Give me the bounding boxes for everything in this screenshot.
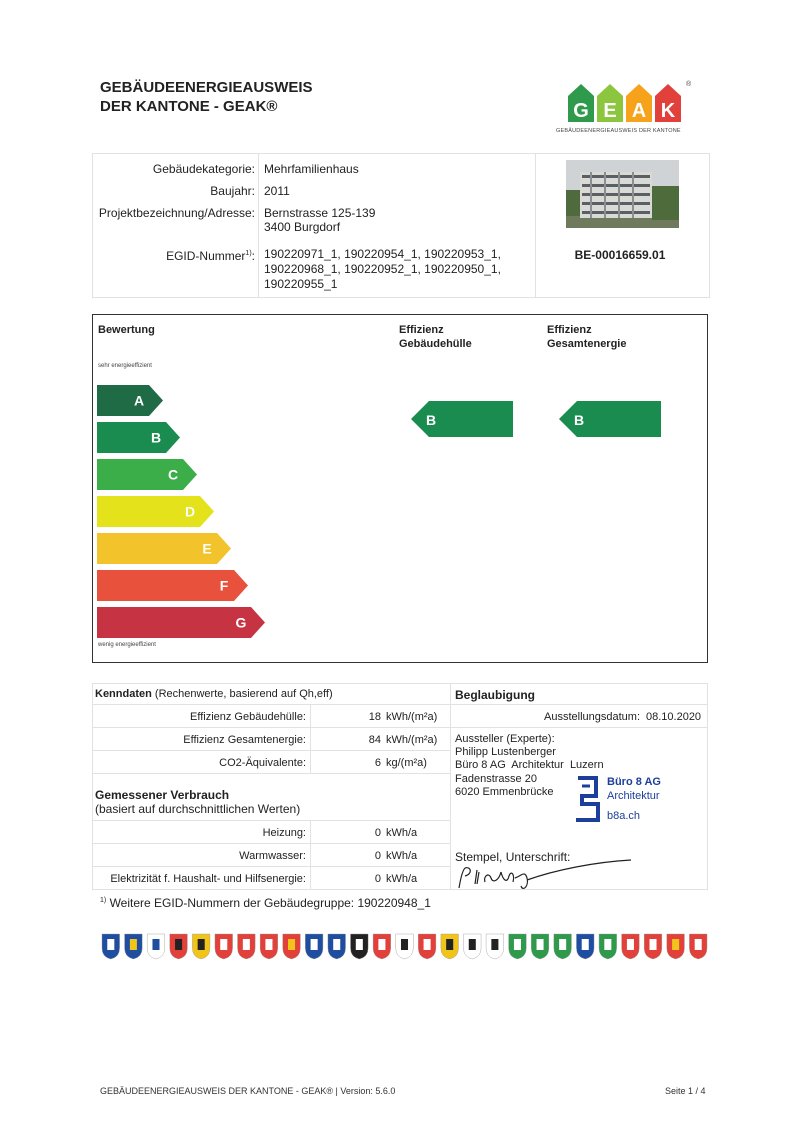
rating-panel xyxy=(92,314,708,663)
expert-company: Büro 8 AG Architektur Luzern xyxy=(455,759,604,771)
canton-shield xyxy=(644,934,662,959)
measured-row-3-unit: kWh/a xyxy=(386,873,418,885)
rating-bottom-note: wenig energieeffizient xyxy=(98,642,156,648)
canton-shield xyxy=(486,934,504,959)
total-heading-line-1: Effizienz xyxy=(547,324,592,336)
logo-subtitle: GEBÄUDEENERGIEAUSWEIS DER KANTONE xyxy=(556,128,681,134)
issue-date-label: Ausstellungsdatum: xyxy=(544,711,640,723)
expert-label: Aussteller (Experte): xyxy=(455,733,555,745)
expert-street: Fadenstrasse 20 xyxy=(455,773,537,785)
kenn-row-1-value: 18 xyxy=(368,711,381,723)
total-heading-line-2: Gesamtenergie xyxy=(547,338,627,350)
total-class-indicator xyxy=(559,401,661,437)
energy-class-bar-e xyxy=(97,533,231,564)
logo-letter-a: A xyxy=(631,100,647,122)
canton-shield xyxy=(576,934,594,959)
energy-class-bar-b xyxy=(97,422,180,453)
kenn-row-1-unit: kWh/(m²a) xyxy=(386,711,438,723)
canton-shield xyxy=(667,934,685,959)
geak-logo xyxy=(562,76,692,136)
canton-shield xyxy=(531,934,549,959)
title-line-1: GEBÄUDEENERGIEAUSWEIS xyxy=(100,79,313,96)
logo-house-a xyxy=(626,84,652,122)
logo-house-e xyxy=(597,84,623,122)
kenn-row-3-value: 6 xyxy=(374,757,381,769)
egid-colon: : xyxy=(251,249,255,263)
egid-label-group xyxy=(166,247,255,263)
expert-name: Philipp Lustenberger xyxy=(455,746,556,758)
canton-shield xyxy=(170,934,188,959)
address-line-1: Bernstrasse 125-139 xyxy=(264,206,376,220)
energy-class-letter-g: G xyxy=(235,614,247,631)
energy-class-letter-f: F xyxy=(219,577,229,594)
signature-label: Stempel, Unterschrift: xyxy=(455,850,571,864)
canton-shield xyxy=(599,934,617,959)
title-line-2: DER KANTONE - GEAK® xyxy=(100,98,278,115)
energy-class-letter-e: E xyxy=(202,540,212,557)
canton-shield xyxy=(373,934,391,959)
canton-shield xyxy=(509,934,527,959)
page-number: Seite 1 / 4 xyxy=(665,1086,706,1096)
egid-label: EGID-Nummer xyxy=(166,249,246,263)
footnote-text: Weitere EGID-Nummern der Gebäudegruppe: 190220948_1 xyxy=(106,896,431,910)
stamp-line-3: b8a.ch xyxy=(607,810,641,822)
canton-shield xyxy=(554,934,572,959)
egid-line-1: 190220971_1, 190220954_1, 190220953_1, xyxy=(264,247,501,261)
egid-line-3: 190220955_1 xyxy=(264,277,338,291)
certificate-id: BE-00016659.01 xyxy=(574,248,666,262)
canton-flags-row xyxy=(100,930,710,960)
envelope-heading-line-1: Effizienz xyxy=(399,324,444,336)
address-line-2: 3400 Burgdorf xyxy=(264,220,341,234)
kenn-row-3-label: CO2-Äquivalente: xyxy=(219,757,306,769)
kenn-row-3-unit: kg/(m²a) xyxy=(386,757,427,769)
handwritten-signature xyxy=(455,858,635,896)
logo-house-g xyxy=(568,84,594,122)
energy-class-letter-a: A xyxy=(133,392,145,409)
address-label: Projektbezeichnung/Adresse: xyxy=(98,206,255,220)
energy-class-bar-d xyxy=(97,496,214,527)
logo-letter-e: E xyxy=(603,100,617,122)
energy-class-letter-c: C xyxy=(167,466,179,483)
measured-row-3-label: Elektrizität f. Haushalt- und Hilfsenergie: xyxy=(110,873,306,885)
energy-class-bar-f xyxy=(97,570,248,601)
canton-shield xyxy=(689,934,707,959)
measured-note: (basiert auf durchschnittlichen Werten) xyxy=(95,802,301,816)
kenn-row-1-label: Effizienz Gebäudehülle: xyxy=(190,711,306,723)
envelope-class-indicator xyxy=(411,401,513,437)
rating-heading: Bewertung xyxy=(98,324,155,336)
measured-row-2-unit: kWh/a xyxy=(386,850,418,862)
footnote-marker: 1) xyxy=(100,897,107,904)
category-value: Mehrfamilienhaus xyxy=(264,162,359,176)
rating-scale-svg xyxy=(93,315,707,662)
kenndaten-heading-note: (Rechenwerte, basierend auf Qh,eff) xyxy=(151,688,333,700)
envelope-heading-line-2: Gebäudehülle xyxy=(399,338,472,350)
total-class-letter: B xyxy=(573,412,585,428)
kenndaten-heading: Kenndaten xyxy=(95,688,152,700)
kenn-row-2-label: Effizienz Gesamtenergie: xyxy=(183,734,306,746)
kenn-row-2-unit: kWh/(m²a) xyxy=(386,734,438,746)
canton-shield xyxy=(238,934,256,959)
canton-shield xyxy=(441,934,459,959)
canton-shield xyxy=(283,934,301,959)
stamp-line-1: Büro 8 AG xyxy=(607,776,661,788)
egid-footnote-marker: 1) xyxy=(245,250,252,257)
expert-city: 6020 Emmenbrücke xyxy=(455,786,554,798)
logo-letter-k: K xyxy=(660,100,676,122)
energy-class-letter-d: D xyxy=(184,503,196,520)
energy-class-bar-a xyxy=(97,385,163,416)
kenndaten-heading-group xyxy=(95,688,333,701)
canton-shield xyxy=(418,934,436,959)
measured-row-3-value: 0 xyxy=(374,873,381,885)
measured-row-2-label: Warmwasser: xyxy=(239,850,306,862)
energy-class-letter-b: B xyxy=(150,429,162,446)
logo-letter-g: G xyxy=(573,100,589,122)
year-value: 2011 xyxy=(264,184,290,198)
measured-row-1-value: 0 xyxy=(374,827,381,839)
kenn-row-2-value: 84 xyxy=(368,734,381,746)
issue-date-value: 08.10.2020 xyxy=(646,711,702,723)
canton-shield xyxy=(305,934,323,959)
footer-text: GEBÄUDEENERGIEAUSWEIS DER KANTONE - GEAK® | Version: 5.6.0 xyxy=(100,1086,396,1096)
stamp-line-2: Architektur xyxy=(607,790,660,802)
logo-registered: ® xyxy=(686,81,692,88)
canton-shield xyxy=(102,934,120,959)
logo-house-k xyxy=(655,84,681,122)
envelope-class-letter: B xyxy=(425,412,437,428)
canton-shield xyxy=(396,934,414,959)
energy-class-bar-c xyxy=(97,459,197,490)
measured-row-2-value: 0 xyxy=(374,850,381,862)
year-label: Baujahr: xyxy=(210,184,255,198)
canton-shield xyxy=(125,934,143,959)
document-title xyxy=(100,78,313,116)
canton-shield xyxy=(328,934,346,959)
measured-heading: Gemessener Verbrauch xyxy=(95,788,230,802)
rating-top-note: sehr energieeffizient xyxy=(98,363,152,369)
beglaubigung-heading: Beglaubigung xyxy=(455,688,535,702)
canton-shield xyxy=(260,934,278,959)
footnote xyxy=(100,896,431,910)
b8a-logo-mark xyxy=(574,776,602,822)
building-photo xyxy=(566,160,679,228)
canton-shield xyxy=(351,934,369,959)
canton-shield xyxy=(147,934,165,959)
measured-row-1-label: Heizung: xyxy=(262,827,306,839)
canton-shield xyxy=(622,934,640,959)
egid-line-2: 190220968_1, 190220952_1, 190220950_1, xyxy=(264,262,501,276)
canton-shield xyxy=(192,934,210,959)
measured-row-1-unit: kWh/a xyxy=(386,827,418,839)
canton-shield xyxy=(215,934,233,959)
canton-shield xyxy=(463,934,481,959)
category-label: Gebäudekategorie: xyxy=(152,162,255,176)
energy-class-bar-g xyxy=(97,607,265,638)
